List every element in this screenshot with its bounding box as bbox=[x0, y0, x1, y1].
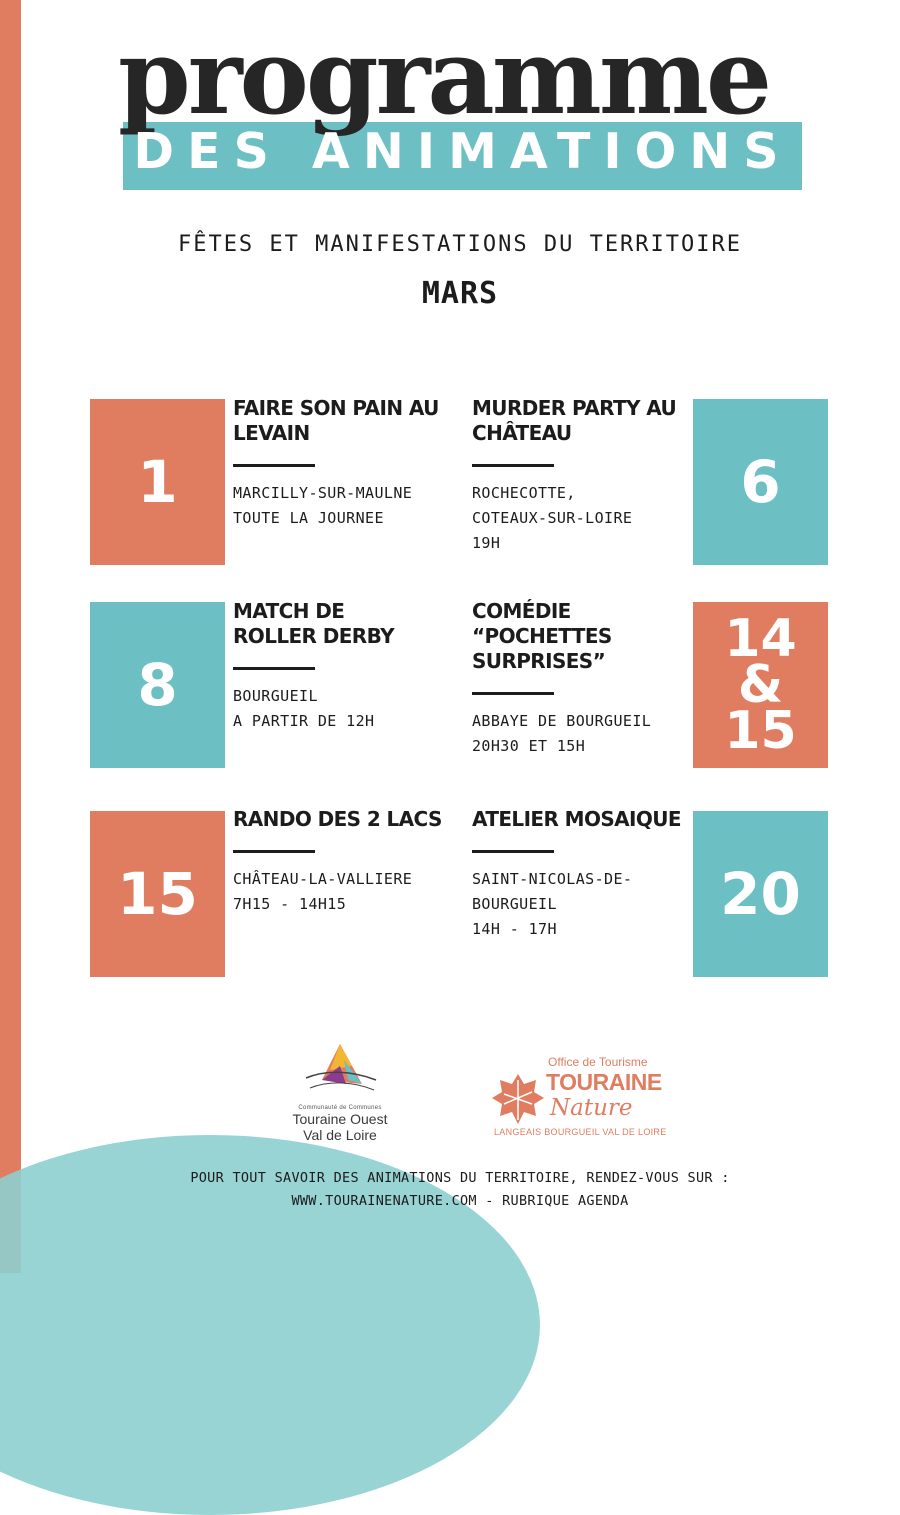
cc-name: Touraine Ouest Val de Loire bbox=[292, 1111, 388, 1143]
event-details: ROCHECOTTE, COTEAUX-SUR-LOIRE 19H bbox=[472, 484, 633, 552]
ot-brand: TOURAINE bbox=[546, 1069, 662, 1095]
footer-note bbox=[140, 1167, 780, 1213]
cc-touraine-logo bbox=[285, 1040, 395, 1143]
divider bbox=[233, 850, 315, 853]
divider bbox=[472, 850, 554, 853]
date-box: 6 bbox=[693, 399, 828, 565]
event-card bbox=[233, 396, 445, 531]
date-box: 15 bbox=[90, 811, 225, 977]
divider bbox=[233, 667, 315, 670]
event-card bbox=[233, 599, 445, 734]
date-box: 8 bbox=[90, 602, 225, 768]
event-card bbox=[472, 807, 684, 942]
event-title: ATELIER MOSAIQUE bbox=[472, 807, 681, 831]
divider bbox=[472, 692, 554, 695]
date-box: 14 & 15 bbox=[693, 602, 828, 768]
page-title: programme bbox=[118, 15, 770, 138]
triangle-logo-icon bbox=[300, 1040, 380, 1100]
footer-line-2[interactable]: WWW.TOURAINENATURE.COM - RUBRIQUE AGENDA bbox=[291, 1193, 629, 1209]
footer-line-1: POUR TOUT SAVOIR DES ANIMATIONS DU TERRITOIRE, RENDEZ-VOUS SUR : bbox=[190, 1170, 730, 1186]
divider bbox=[472, 464, 554, 467]
tagline: FÊTES ET MANIFESTATIONS DU TERRITOIRE bbox=[177, 232, 743, 257]
event-card bbox=[472, 599, 684, 759]
ot-script: Nature bbox=[550, 1095, 633, 1121]
event-details: MARCILLY-SUR-MAULNE TOUTE LA JOURNEE bbox=[233, 484, 413, 527]
event-title: MATCH DE ROLLER DERBY bbox=[233, 599, 395, 648]
event-card bbox=[472, 396, 684, 556]
event-details: BOURGUEIL A PARTIR DE 12H bbox=[233, 687, 375, 730]
divider bbox=[233, 464, 315, 467]
event-details: ABBAYE DE BOURGUEIL 20H30 ET 15H bbox=[472, 712, 652, 755]
page-subtitle: DES ANIMATIONS bbox=[133, 123, 792, 180]
month-label: MARS bbox=[421, 276, 499, 311]
event-details: SAINT-NICOLAS-DE- BOURGUEIL 14H - 17H bbox=[472, 870, 633, 938]
event-title: MURDER PARTY AU CHÂTEAU bbox=[472, 396, 677, 445]
event-title: FAIRE SON PAIN AU LEVAIN bbox=[233, 396, 439, 445]
date-box: 20 bbox=[693, 811, 828, 977]
ot-towns: LANGEAIS BOURGUEIL VAL DE LOIRE bbox=[494, 1127, 667, 1137]
cc-small-label: Communauté de Communes bbox=[298, 1105, 382, 1111]
date-box: 1 bbox=[90, 399, 225, 565]
event-card bbox=[233, 807, 445, 917]
left-accent-stripe bbox=[0, 0, 21, 1273]
event-title: COMÉDIE “POCHETTES SURPRISES” bbox=[472, 599, 612, 673]
event-title: RANDO DES 2 LACS bbox=[233, 807, 442, 831]
vine-leaf-icon bbox=[490, 1070, 546, 1126]
event-details: CHÂTEAU-LA-VALLIERE 7H15 - 14H15 bbox=[233, 870, 413, 913]
ot-top-label: Office de Tourisme bbox=[548, 1055, 648, 1069]
